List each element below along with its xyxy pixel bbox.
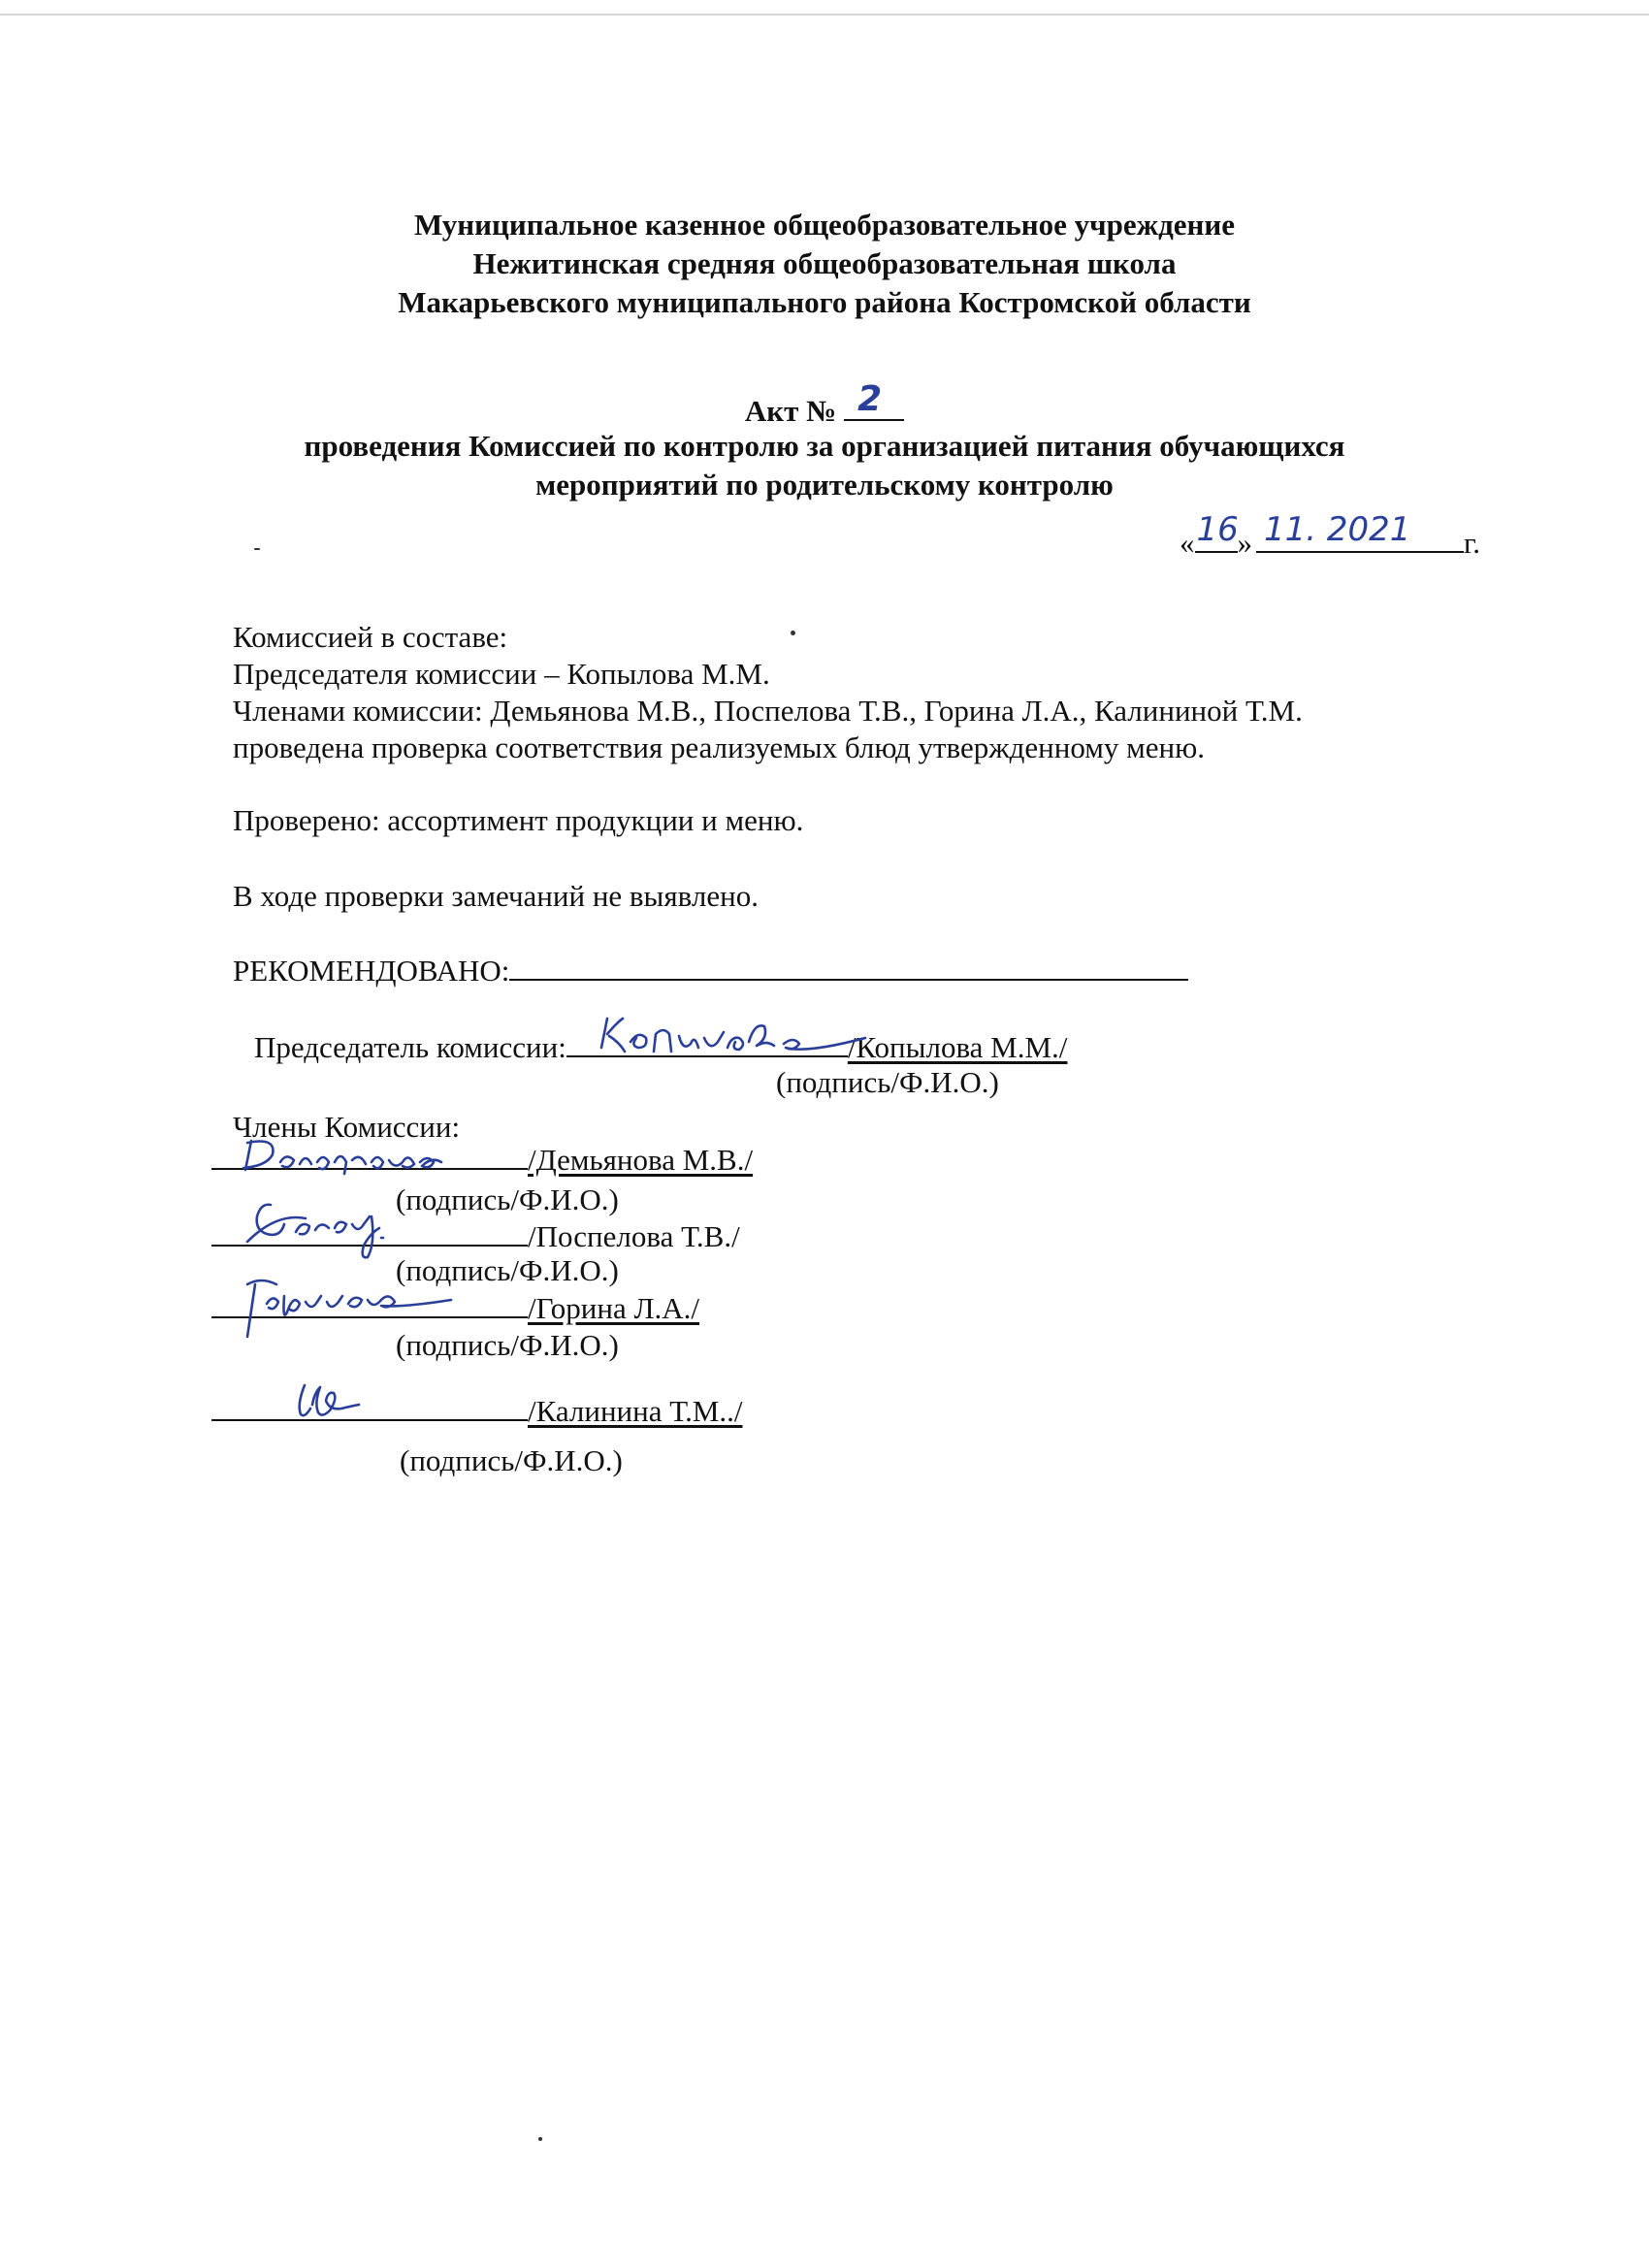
date-day-handwritten: 16 [1196,510,1239,549]
member-caption: (подпись/Ф.И.О.) [396,1328,619,1362]
member-caption: (подпись/Ф.И.О.) [396,1253,619,1287]
act-number-field [844,379,904,421]
date-day-field [1195,510,1239,553]
header-line-1: Муниципальное казенное общеобразовательное учреждение [413,208,1236,242]
recommended-row [233,952,1188,989]
scan-speck [791,631,795,635]
commission-line-3: Членами комиссии: Демьянова М.В., Поспелова Т.В., Горина Л.А., Калининой Т.М. [233,694,1303,728]
commission-block [233,619,1494,766]
chairman-label: Председатель комиссии: [254,1030,566,1064]
commission-line-1: Комиссией в составе: [233,620,508,654]
commission-line-2: Председателя комиссии – Копылова М.М. [233,657,770,691]
chairman-signature [594,1009,885,1067]
act-number-row [0,379,1649,431]
checked-text: Проверено: ассортимент продукции и меню. [233,803,804,837]
findings-text: В ходе проверки замечаний не выявлено. [233,879,759,913]
recommended-field [509,952,1188,981]
member-caption: (подпись/Ф.И.О.) [396,1183,619,1216]
member-name: /Калинина Т.М../ [528,1394,743,1428]
recommended-label: РЕКОМЕНДОВАНО: [233,954,510,988]
date-month-year-handwritten: 11. 2021 [1264,510,1411,549]
act-title [0,427,1649,504]
date-close-quote: » [1237,526,1252,560]
act-title-line-1: проведения Комиссией по контролю за организацией питания обучающихся [304,429,1345,463]
date-row [1180,510,1480,563]
act-title-line-2: мероприятий по родительскому контролю [535,468,1114,502]
member-signature [291,1376,407,1434]
member-caption: (подпись/Ф.И.О.) [400,1443,623,1477]
header-line-2: Нежитинская средняя общеобразовательная школа [472,246,1177,280]
act-label: Акт № [744,394,837,428]
chairman-caption: (подпись/Ф.И.О.) [776,1065,999,1099]
commission-line-4: проведена проверка соответствия реализуемых блюд утвержденному меню. [233,730,1206,764]
member-signature [238,1133,480,1182]
scan-speck [254,548,260,550]
member-name: /Горина Л.А./ [528,1291,700,1325]
date-open-quote: « [1180,526,1195,560]
act-number-handwritten: 2 [857,379,883,419]
date-suffix: г. [1464,526,1480,560]
member-name: /Поспелова Т.В./ [528,1219,740,1253]
member-name: /Демьянова М.В./ [528,1143,754,1177]
scan-speck [538,2137,542,2141]
institution-header [0,206,1649,322]
chairman-name: /Копылова М.М./ [847,1030,1068,1064]
scan-edge-line [0,14,1649,16]
members-label: Члены Комиссии: [233,1110,461,1144]
header-line-3: Макарьевского муниципального района Костромской области [398,285,1251,319]
date-month-year-field [1256,510,1464,553]
